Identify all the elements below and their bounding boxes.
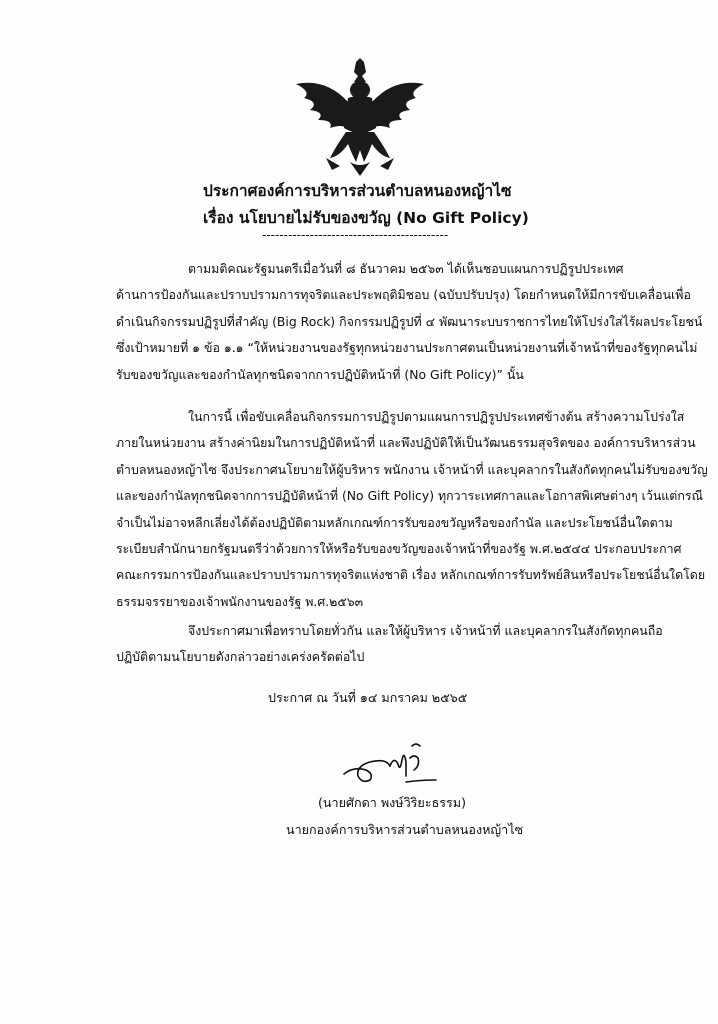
announcement-date: ประกาศ ณ วันที่ ๑๔ มกราคม ๒๕๖๕: [268, 690, 468, 705]
signer-position: นายกองค์การบริหารส่วนตำบลหนองหญ้าไซ: [286, 822, 524, 837]
title-separator: -------------------------------------------: [262, 228, 449, 242]
paragraph-2-line: ภายในหน่วยงาน สร้างค่านิยมในการปฏิบัติหน้าที่ และพึงปฏิบัติให้เป็นวัฒนธรรมสุจริตของ องค์การบริหารส่วน: [116, 435, 696, 451]
paragraph-3-line: ปฏิบัติตามนโยบายดังกล่าวอย่างเคร่งครัดต่อไป: [116, 649, 365, 665]
paragraph-2-line: ธรรมจรรยาของเจ้าพนักงานของรัฐ พ.ศ.๒๕๖๓: [116, 593, 364, 609]
garuda-emblem-icon: [286, 58, 434, 178]
paragraph-1: [116, 256, 703, 388]
paragraph-1-line: ซึ่งเป้าหมายที่ ๑ ข้อ ๑.๑ “ให้หน่วยงานของรัฐทุกหน่วยงานประกาศตนเป็นหน่วยงานที่เจ้าหน้าที่ของรัฐทุกคนไม่: [116, 340, 698, 356]
paragraph-2-line: ในการนี้ เพื่อขับเคลื่อนกิจกรรมการปฏิรูปตามแผนการปฏิรูปประเทศข้างต้น สร้างความโปร่งใส: [188, 409, 685, 424]
signer-name: (นายศักดา พงษ์วิริยะธรรม): [318, 795, 467, 810]
paragraph-2-line: และของกำนัลทุกชนิดจากการปฏิบัติหน้าที่ (No Gift Policy) ทุกวาระเทศกาลและโอกาสพิเศษต่างๆ เว้นแต่กรณี: [116, 488, 703, 504]
paragraph-3: [116, 618, 663, 671]
paragraph-1-line: ตามมติคณะรัฐมนตรีเมื่อวันที่ ๘ ธันวาคม ๒๕๖๓ ได้เห็นชอบแผนการปฏิรูปประเทศ: [188, 261, 624, 276]
paragraph-1-line: รับของขวัญและของกำนัลทุกชนิดจากการปฏิบัติหน้าที่ (No Gift Policy)” นั้น: [116, 366, 524, 382]
paragraph-2: [116, 404, 708, 615]
paragraph-3-line: จึงประกาศมาเพื่อทราบโดยทั่วกัน และให้ผู้บริหาร เจ้าหน้าที่ และบุคลากรในสังกัดทุกคนถือ: [188, 623, 663, 638]
announcement-heading: ประกาศองค์การบริหารส่วนตำบลหนองหญ้าไซ: [203, 182, 512, 200]
signature-icon: [340, 736, 450, 788]
announcement-subject: เรื่อง นโยบายไม่รับของขวัญ (No Gift Policy): [203, 209, 529, 227]
paragraph-1-line: ด้านการป้องกันและปราบปรามการทุจริตและประพฤติมิชอบ (ฉบับปรับปรุง) โดยกำหนดให้มีการขับเคลื่อนเพื่อ: [116, 287, 691, 303]
paragraph-2-line: ระเบียบสำนักนายกรัฐมนตรีว่าด้วยการให้หรือรับของขวัญของเจ้าหน้าที่ของรัฐ พ.ศ.๒๕๔๔ ประกอบประกาศ: [116, 541, 682, 557]
paragraph-2-line: จำเป็นไม่อาจหลีกเลี่ยงได้ต้องปฏิบัติตามหลักเกณฑ์การรับของขวัญหรือของกำนัล และประโยชน์อื่นใดตาม: [116, 514, 673, 530]
document-title: [203, 178, 643, 232]
paragraph-2-line: คณะกรรมการป้องกันและปราบปรามการทุจริตแห่งชาติ เรื่อง หลักเกณฑ์การรับทรัพย์สินหรือประโยชน์อื่นใดโดย: [116, 567, 706, 583]
paragraph-1-line: ดำเนินกิจกรรมปฏิรูปที่สำคัญ (Big Rock) กิจกรรมปฏิรูปที่ ๔ พัฒนาระบบราชการไทยให้โปร่งใสไร้ผลประโยชน์: [116, 313, 703, 329]
paragraph-2-line: ตำบลหนองหญ้าไซ จึงประกาศนโยบายให้ผู้บริหาร พนักงาน เจ้าหน้าที่ และบุคลากรในสังกัดทุกคนไม่รับของขวัญ: [116, 461, 708, 477]
